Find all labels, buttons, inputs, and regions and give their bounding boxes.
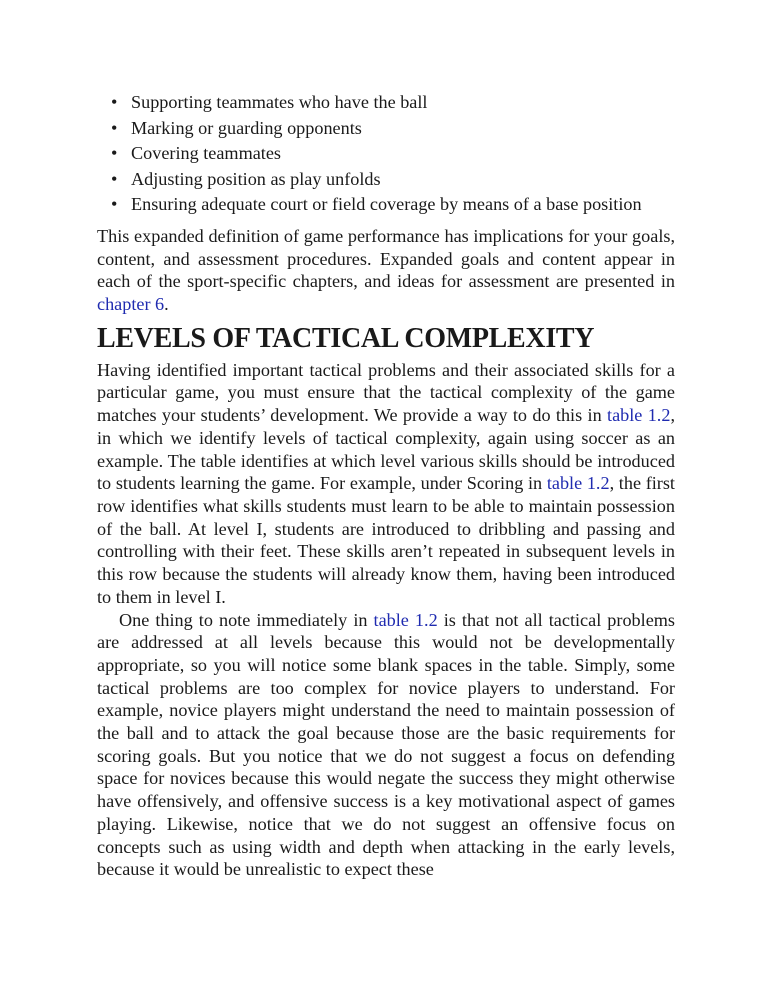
intro-text: This expanded definition of game performance has implications for your goals, content, and assessment procedures. Expanded goals and content appear in each of the sport-specific chapters, and ideas for assessment are presented in	[97, 225, 675, 292]
paragraph-text: is that not all tactical problems are addressed at all levels because this would not be developmentally appropriate, so you will notice some blank spaces in the table. Simply, some tactical problems are too complex for novice players to understand. For example, novice players might understand the need to maintain possession of the ball and to attack the goal because those are the basic requirements for scoring goals. But you notice that we do not suggest a focus on defending space for novices because this would negate the success they might otherwise have offensively, and offensive success is a key motivational aspect of games playing. Likewise, notice that we do not suggest an offensive focus on concepts such as using width and depth when attacking in the early levels, because it would be unrealistic to expect these	[97, 609, 675, 880]
paragraph-text: Having identified important tactical problems and their associated skills for a particular game, you must ensure that the tactical complexity of the game matches your students’ development. We provide a way to do this in	[97, 359, 675, 426]
chapter-6-link[interactable]: chapter 6	[97, 294, 165, 315]
list-item: • Supporting teammates who have the ball	[97, 90, 675, 116]
list-item: • Ensuring adequate court or field coverage by means of a base position	[97, 192, 675, 218]
body-paragraph-2	[97, 609, 675, 881]
section-heading: LEVELS OF TACTICAL COMPLEXITY	[97, 322, 595, 354]
paragraph-text: , the first row identifies what skills students must learn to be able to maintain possession of the ball. At level I, students are introduced to dribbling and passing and controlling with their feet. These skills aren’t repeated in subsequent levels in this row because the students will already know them, having been introduced to them in level I.	[97, 473, 675, 607]
table-1-2-link[interactable]: table 1.2	[373, 609, 438, 630]
table-1-2-link[interactable]: table 1.2	[546, 473, 610, 494]
table-1-2-link[interactable]: table 1.2	[607, 405, 671, 426]
list-item: • Covering teammates	[97, 141, 675, 167]
intro-paragraph	[97, 225, 675, 316]
intro-text-end: .	[164, 294, 169, 315]
bullet-list	[97, 90, 675, 218]
paragraph-text: One thing to note immediately in	[119, 609, 374, 630]
body-paragraph-1	[97, 359, 675, 609]
list-item: • Marking or guarding opponents	[97, 116, 675, 142]
paragraph-text: , in which we identify levels of tactical complexity, again using soccer as an example. The table identifies at which level various skills should be introduced to students learning the game. For example, under Scoring in	[97, 405, 675, 494]
page-content	[97, 90, 675, 881]
list-item: • Adjusting position as play unfolds	[97, 167, 675, 193]
